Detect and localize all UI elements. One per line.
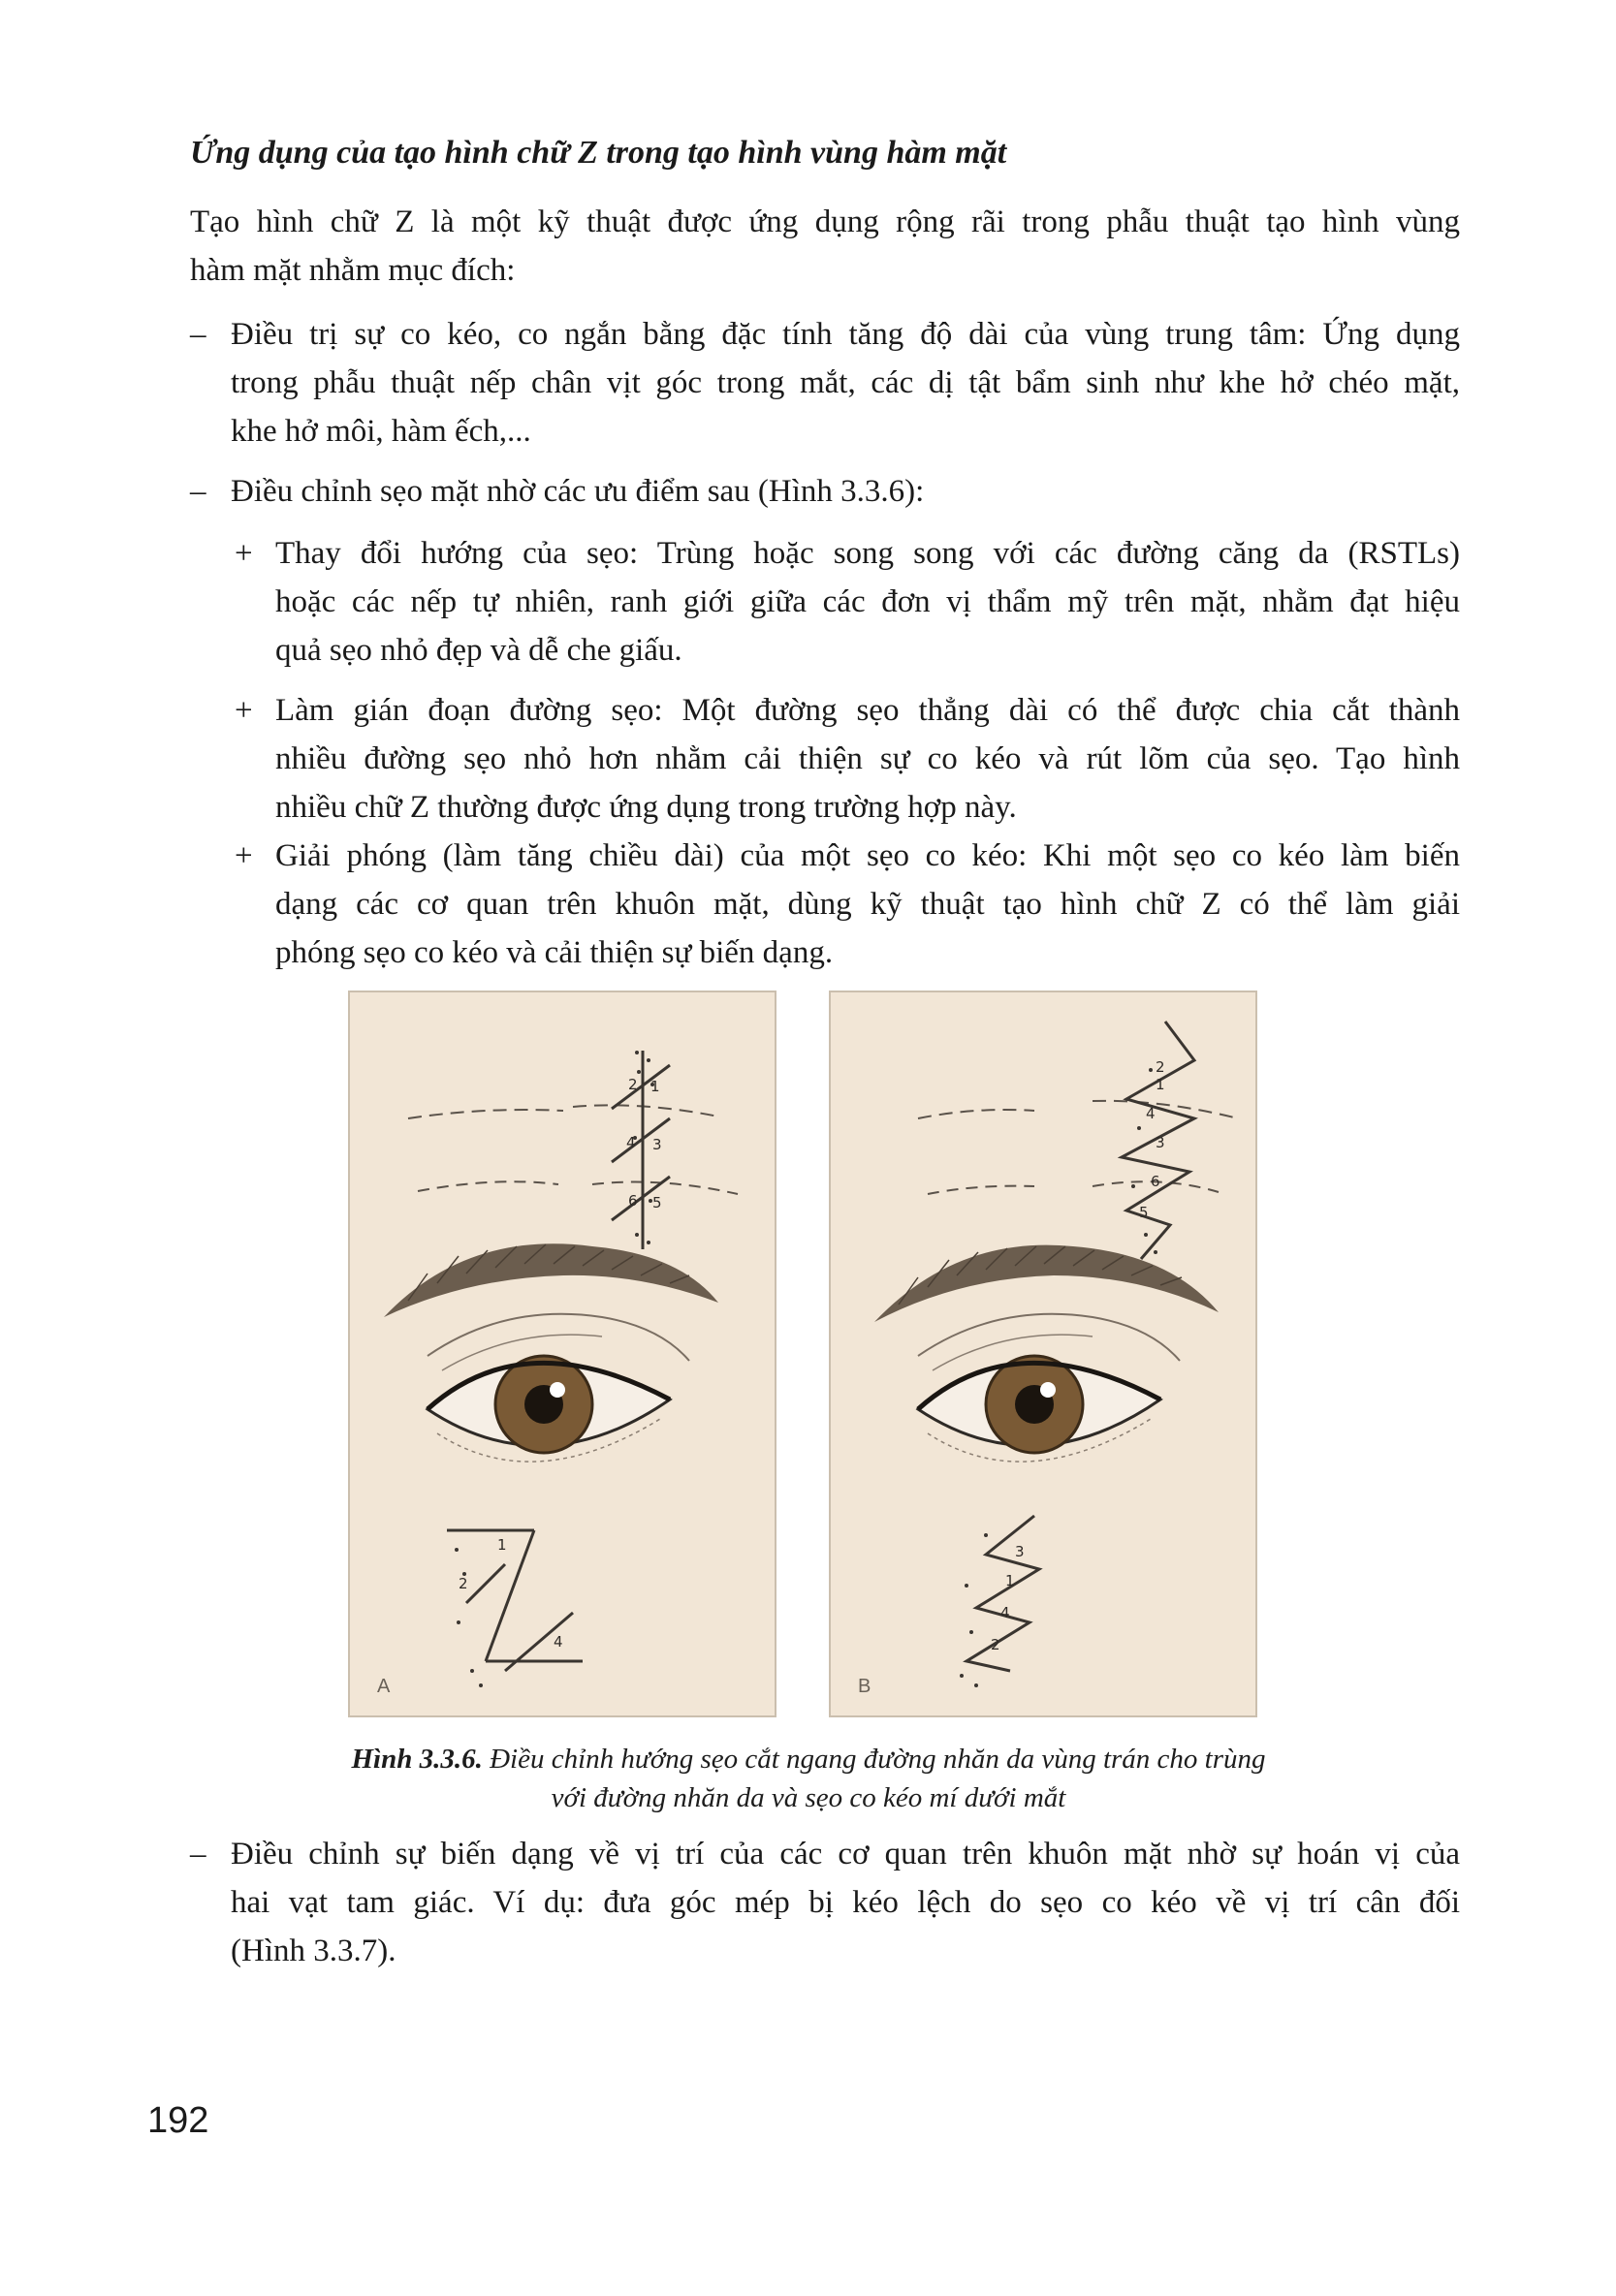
panel-b-label: 1 <box>1005 1572 1015 1589</box>
panel-a-letter: A <box>377 1676 391 1697</box>
list-item-text <box>231 467 1460 516</box>
panel-b-label: 4 <box>1000 1604 1010 1621</box>
panel-b-label: 6 <box>1151 1173 1160 1190</box>
text-line: Điều chỉnh sự biến dạng về vị trí của các cơ quan trên khuôn mặt nhờ sự hoán vị của <box>231 1837 1460 1871</box>
dash-marker: – <box>190 317 206 352</box>
intro-line: Tạo hình chữ Z là một kỹ thuật được ứng dụng rộng rãi trong phẫu thuật tạo hình vùng <box>190 204 1460 239</box>
panel-b-label: 2 <box>991 1636 1000 1653</box>
panel-b-label: 4 <box>1146 1105 1156 1122</box>
text-line: hai vạt tam giác. Ví dụ: đưa góc mép bị kéo lệch do sẹo co kéo về vị trí cân đối <box>231 1885 1460 1920</box>
text-line: nhiều đường sẹo nhỏ hơn nhằm cải thiện sự co kéo và rút lõm của sẹo. Tạo hình <box>275 741 1460 776</box>
text-line: Làm gián đoạn đường sẹo: Một đường sẹo thẳng dài có thể được chia cắt thành <box>275 693 1460 728</box>
sub-list-item-text <box>275 529 1460 675</box>
text-line: nhiều chữ Z thường được ứng dụng trong trường hợp này. <box>275 790 1017 825</box>
plus-marker: + <box>235 693 253 728</box>
intro-paragraph <box>190 198 1460 295</box>
panel-b-letter: B <box>858 1676 871 1697</box>
dash-marker: – <box>190 1837 206 1871</box>
panel-b-label: 3 <box>1156 1134 1165 1151</box>
figure-caption <box>233 1740 1384 1817</box>
plus-marker: + <box>235 536 253 571</box>
figure-3-3-6 <box>348 991 1257 1717</box>
section-heading: Ứng dụng của tạo hình chữ Z trong tạo hình vùng hàm mặt <box>190 135 1007 171</box>
caption-text-1: Điều chỉnh hướng sẹo cắt ngang đường nhăn da vùng trán cho trùng <box>482 1744 1266 1775</box>
text-line: Điều trị sự co kéo, co ngắn bằng đặc tính tăng độ dài của vùng trung tâm: Ứng dụng <box>231 317 1460 352</box>
figure-panel-b <box>829 991 1257 1717</box>
intro-line: hàm mặt nhằm mục đích: <box>190 253 516 288</box>
sub-list-item-text <box>275 832 1460 977</box>
caption-label: Hình 3.3.6. <box>351 1744 483 1775</box>
figure-panel-a <box>348 991 776 1717</box>
text-line: Thay đổi hướng của sẹo: Trùng hoặc song song với các đường căng da (RSTLs) <box>275 536 1460 571</box>
dash-marker: – <box>190 474 206 509</box>
panel-a-number-labels <box>350 992 776 1717</box>
panel-b-label: 5 <box>1139 1204 1149 1221</box>
panel-b-label: 3 <box>1015 1543 1025 1560</box>
list-item-text <box>231 1830 1460 1975</box>
panel-b-number-labels <box>831 992 1257 1717</box>
text-line: trong phẫu thuật nếp chân vịt góc trong mắt, các dị tật bẩm sinh như khe hở chéo mặt, <box>231 365 1460 400</box>
panel-a-label: 3 <box>652 1136 662 1153</box>
panel-a-label: 5 <box>652 1194 662 1211</box>
panel-a-label: 1 <box>497 1536 507 1554</box>
panel-b-label: 1 <box>1156 1076 1165 1093</box>
text-line: quả sẹo nhỏ đẹp và dễ che giấu. <box>275 633 682 668</box>
caption-line-2: với đường nhăn da và sẹo co kéo mí dưới mắt <box>551 1782 1066 1813</box>
sub-list-item-text <box>275 686 1460 832</box>
text-line: phóng sẹo co kéo và cải thiện sự biến dạng. <box>275 935 834 970</box>
text-line: Giải phóng (làm tăng chiều dài) của một sẹo co kéo: Khi một sẹo co kéo làm biến <box>275 838 1460 873</box>
plus-marker: + <box>235 838 253 873</box>
text-line: (Hình 3.3.7). <box>231 1934 396 1968</box>
caption-line-1 <box>233 1740 1384 1778</box>
panel-a-label: 2 <box>628 1076 638 1093</box>
list-item-text <box>231 310 1460 456</box>
page-number: 192 <box>147 2100 209 2141</box>
text-line: hoặc các nếp tự nhiên, ranh giới giữa các đơn vị thẩm mỹ trên mặt, nhằm đạt hiệu <box>275 584 1460 619</box>
text-line: dạng các cơ quan trên khuôn mặt, dùng kỹ thuật tạo hình chữ Z có thể làm giải <box>275 887 1460 922</box>
panel-a-label: 2 <box>459 1575 468 1592</box>
text-line: khe hở môi, hàm ếch,... <box>231 414 531 449</box>
text-line: Điều chỉnh sẹo mặt nhờ các ưu điểm sau (Hình 3.3.6): <box>231 474 925 509</box>
panel-a-label: 4 <box>554 1633 563 1651</box>
panel-a-label: 4 <box>626 1134 636 1151</box>
panel-a-label: 6 <box>628 1192 638 1210</box>
panel-b-label: 2 <box>1156 1058 1165 1076</box>
panel-a-label: 1 <box>650 1078 660 1095</box>
